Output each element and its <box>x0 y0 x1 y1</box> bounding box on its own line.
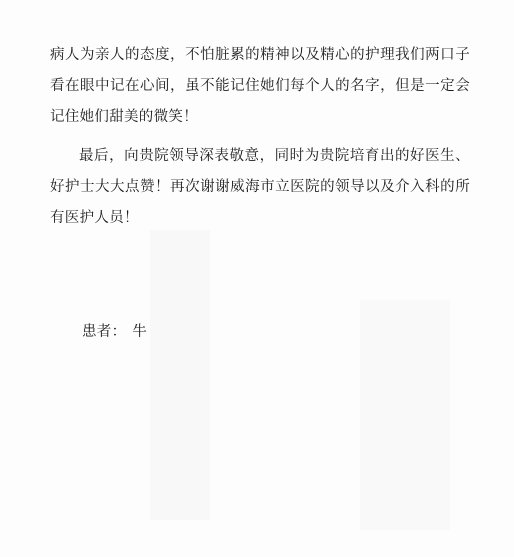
signature-name: 牛 <box>132 324 148 340</box>
letter-paragraph-2: 最后，向贵院领导深表敬意，同时为贵院培育出的好医生、好护士大大点赞！再次谢谢威海市立医院的领导以及介入科的所有医护人员！ <box>50 148 470 226</box>
signature-label: 患者： <box>82 324 127 340</box>
letter-body <box>50 40 470 234</box>
letter-paragraph-1: 病人为亲人的态度，不怕脏累的精神以及精心的护理我们两口子看在眼中记在心间，虽不能记住她们每个人的名字，但是一定会记住她们甜美的微笑！ <box>50 47 470 125</box>
signature-line <box>82 322 147 342</box>
scan-shade-left <box>150 230 210 520</box>
scan-shade-right <box>360 300 450 530</box>
